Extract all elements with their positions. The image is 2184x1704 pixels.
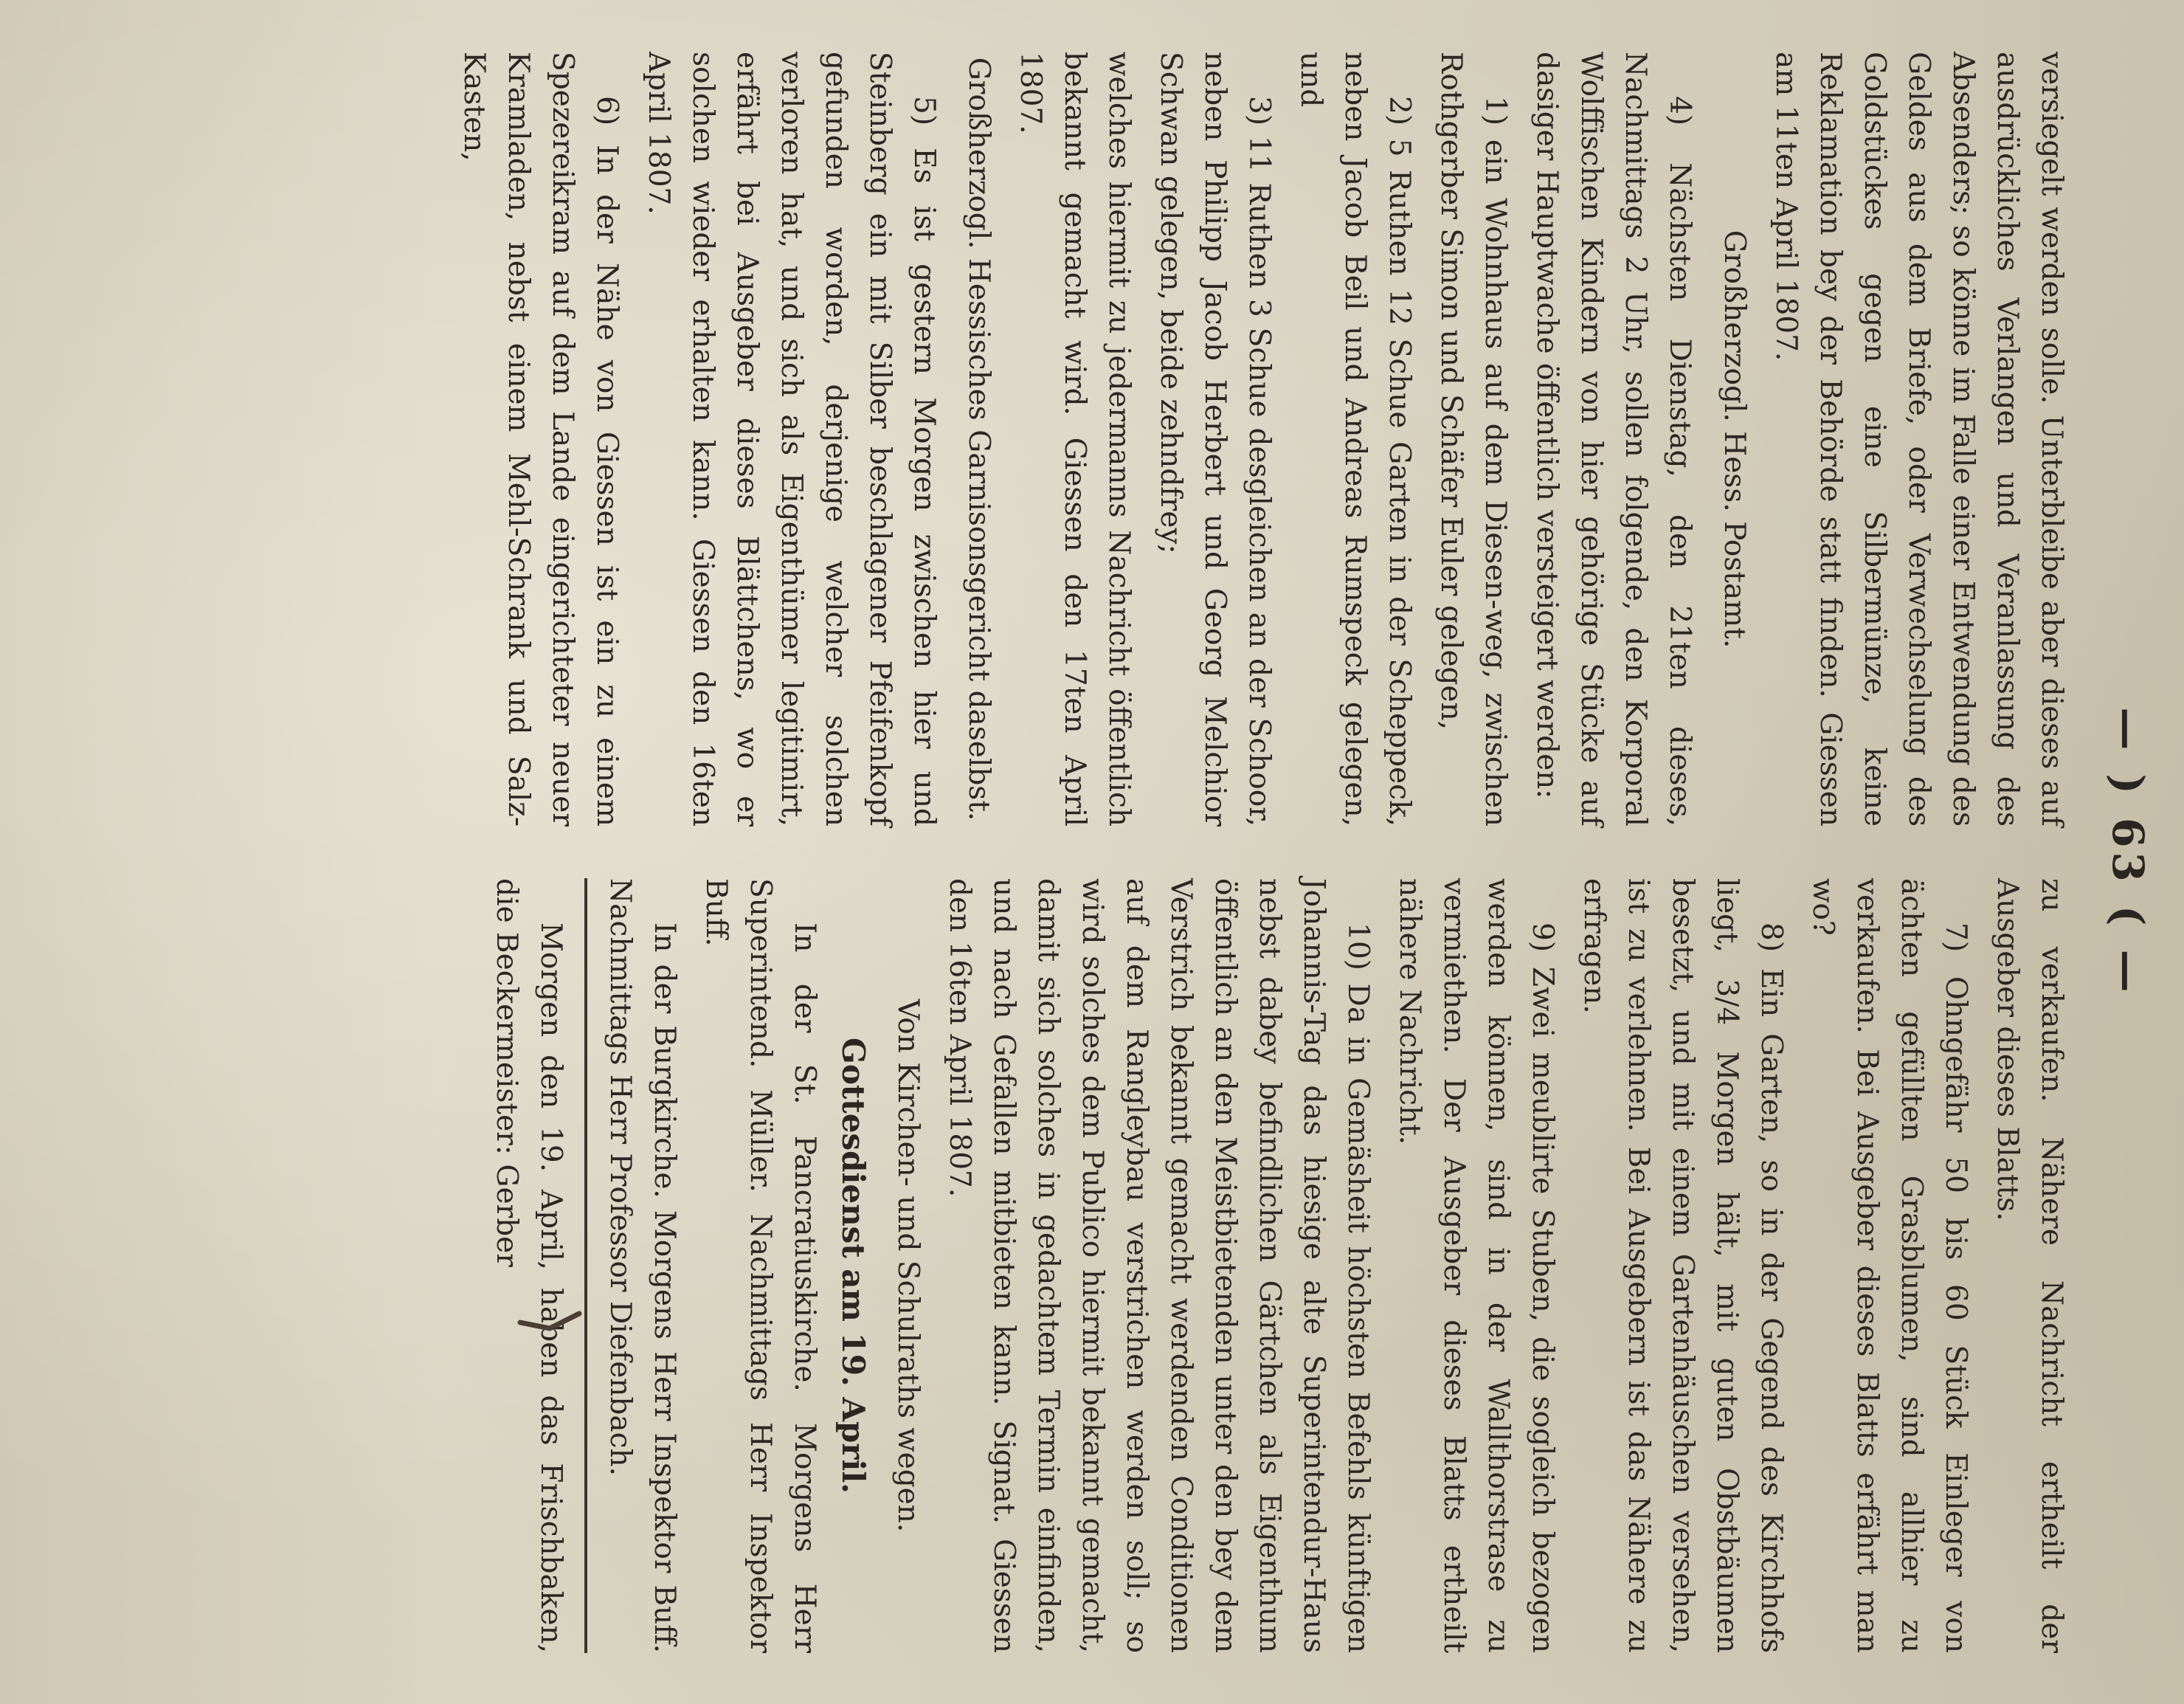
page-number: — ) 63 ( — [2103,707,2153,997]
heading-gottesdienst: Gottesdienst am 19. April. [835,1038,871,1494]
notice-4-item-3: 3) 11 Ruthen 3 Schue desgleichen an der Schoor, neben Philipp Jacob Herbert und Georg Melchior Schwan gelegen, beide zehndfrey; [1154,52,1276,827]
notice-9: 9) Zwei meublirte Stuben, die sogleich bezogen werden können, sind in der Wallthorstrase zu vermiethen. Der Ausgeber dieses Blatts ertheilt nähere Nachricht. [1393,878,1559,1653]
notice-4-item-2: 2) 5 Ruthen 12 Schue Garten in der Scheppeck, neben Jacob Beil und Andreas Rumspeck gelegen, und [1294,52,1416,827]
right-column [81,878,2073,1653]
notice-frischbaken: Morgen den 19. April, haben das Frischbaken, die Beckermeister: Gerber [490,878,567,1653]
notice-6: 6) In der Nähe von Giessen ist ein zu einem Spezereikram auf dem Lande eingerichteter neuer Kramladen, nebst einem Mehl-Schrank und Salz-Kasten, [457,52,623,827]
page-header [2073,0,2184,1704]
signature-postamt: Großherzogl. Hess. Postamt. [1718,230,1751,649]
notice-10: 10) Da in Gemäsheit höchsten Befehls künftigen Johannis-Tag das hiesige alte Superintendur-Haus nebst dabey befindlichen Gärtchen als Eigenthum öffentlich an den Meistbietenden unter den bey dem Verstrich bekannt gemacht werdenden Conditionen auf dem Rangleybau verstrichen werden soll; so wird solches dem Publico hiermit bekannt gemacht, damit sich solches in gedachtem Termin einfinden, und nach Gefallen mitbieten kann. Signat. Giessen den 16ten April 1807. [943,878,1375,1653]
notice-4-closing: welches hiermit zu jedermanns Nachricht öffentlich bekannt gemacht wird. Giessen den 17ten April 1807. [1014,52,1136,827]
notice-8: 8) Ein Garten, so in der Gegend des Kirchhofs liegt, 3/4 Morgen hält, mit guten Obstbäumen besetzt, und mit einem Gartenhäuschen versehen, ist zu verlehnen. Bei Ausgebern ist das Nähere zu erfragen. [1577,878,1788,1653]
ink-mark-icon [516,1306,583,1343]
signature-kirchenrat: Von Kirchen- und Schulraths wegen. [891,998,925,1533]
service-burgkirche: In der Burgkirche. Morgens Herr Inspektor Buff. Nachmittags Herr Professor Diefenbach. [604,878,681,1653]
notice-7: 7) Ohngefähr 50 bis 60 Stück Einleger von ächten gefüllten Grasblumen, sind allhier zu verkaufen. Bei Ausgeber dieses Blatts erfährt man wo? [1806,878,1972,1653]
notice-4: 4) Nächsten Dienstag, den 21ten dieses, Nachmittags 2 Uhr, sollen folgende, den Korporal Wolffischen Kindern von hier gehörige Stücke auf dasiger Hauptwache öffentlich versteigert werden: [1530,52,1696,827]
notice-5: 5) Es ist gestern Morgen zwischen hier und Steinberg ein mit Silber beschlagener Pfeifenkopf gefunden worden, derjenige welcher solchen verloren hat, und sich als Eigenthümer legitimirt, erfährt bei Ausgeber dieses Blättchens, wo er solchen wieder erhalten kann. Giessen den 16ten April 1807. [642,52,941,827]
notice-6-continued: zu verkaufen. Nähere Nachricht ertheilt der Ausgeber dieses Blatts. [1991,878,2068,1653]
divider-rule [584,878,587,1653]
service-pancratiuskirche: In der St. Pancratiuskirche. Morgens Herr Superintend. Müller. Nachmittags Herr Inspektor Buff. [699,878,821,1653]
notice-postamt-end: versiegelt werden solle. Unterbleibe aber dieses auf ausdrückliches Verlangen und Veranlassung des Absenders; so könne im Falle einer Entwendung des Geldes aus dem Briefe, oder Verwechselung des Goldstückes gegen eine Silbermünze, keine Reklamation bey der Behörde statt finden. Giessen am 11ten April 1807. [1769,52,2068,827]
notice-4-item-1: 1) ein Wohnhaus auf dem Diesen-weg, zwischen Rothgerber Simon und Schäfer Euler gelegen, [1434,52,1512,827]
left-column [81,52,2073,827]
signature-garnisonsgericht: Großherzogl. Hessisches Garnisonsgericht daselbst. [962,57,995,821]
